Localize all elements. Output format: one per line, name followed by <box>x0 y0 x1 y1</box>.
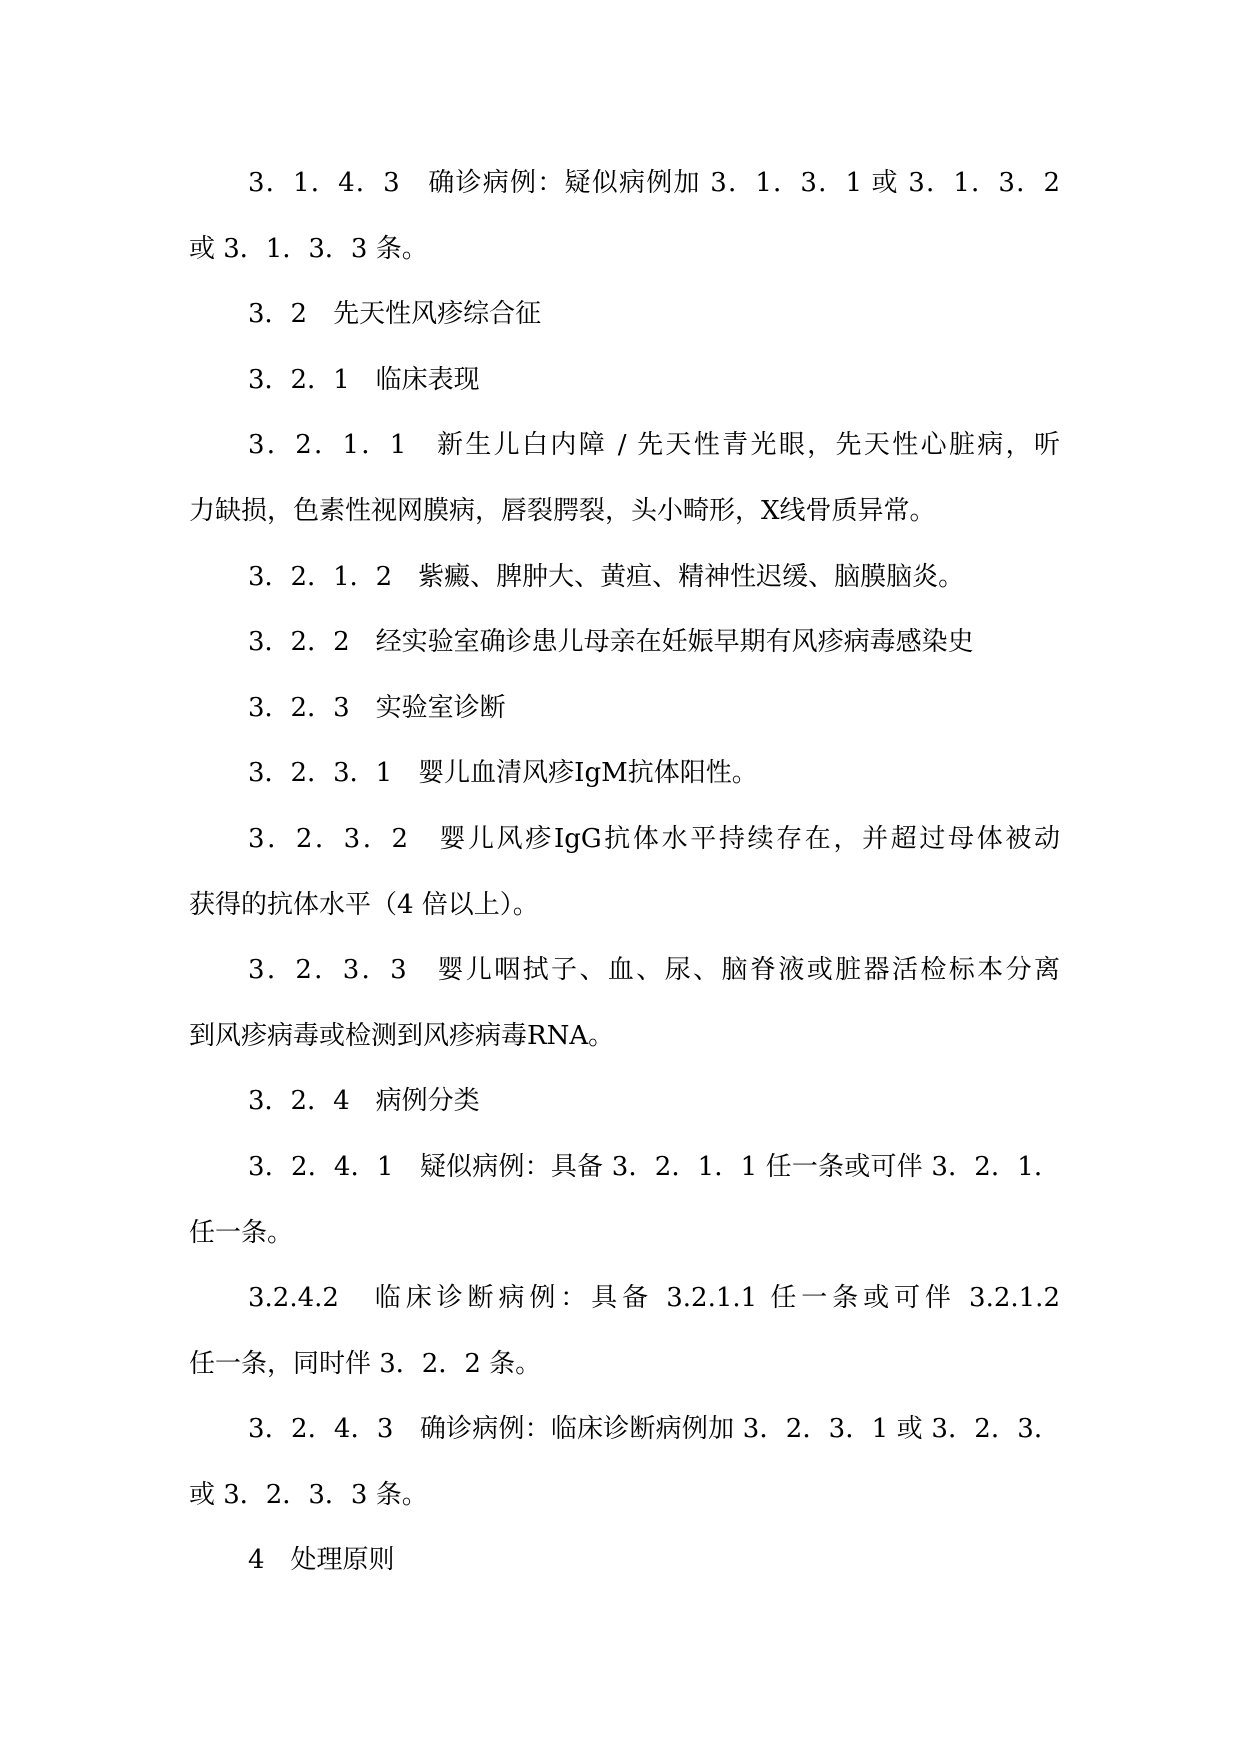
document-body <box>189 151 1060 1594</box>
paragraph <box>189 1135 1060 1266</box>
text-line: 3．2．3 实验室诊断 <box>248 692 506 723</box>
text-line: 3．2．2 经实验室确诊患儿母亲在妊娠早期有风疹病毒感染史 <box>248 627 974 658</box>
text-line: 3．2．4．1 疑似病例：具备 3．2．1．1 任一条或可伴 3．2．1． <box>248 1151 1060 1182</box>
text-line: 3．2．3．1 婴儿血清风疹IgM抗体阳性。 <box>248 758 758 789</box>
paragraph <box>189 348 1060 414</box>
paragraph <box>189 282 1060 348</box>
paragraph <box>189 1397 1060 1528</box>
text-line: 3．2．3．3 婴儿咽拭子、血、尿、脑脊液或脏器活检标本分离 <box>248 955 1060 986</box>
text-line: 3．1．4．3 确诊病例：疑似病例加 3．1．3．1 或 3．1．3．2 <box>248 168 1060 198</box>
paragraph <box>189 151 1060 282</box>
paragraph <box>189 938 1060 1069</box>
text-line: 4 处理原则 <box>248 1545 395 1576</box>
text-line: 或 3．1．3．3 条。 <box>189 233 428 264</box>
text-line: 到风疹病毒或检测到风疹病毒RNA。 <box>189 1020 615 1051</box>
paragraph <box>189 1266 1060 1397</box>
paragraph <box>189 1528 1060 1594</box>
text-line: 或 3．2．3．3 条。 <box>189 1479 428 1510</box>
paragraph <box>189 807 1060 938</box>
text-line: 获得的抗体水平（4 倍以上）。 <box>189 889 539 920</box>
text-line: 3．2 先天性风疹综合征 <box>248 299 542 330</box>
text-line: 3．2．1．2 紫癜、脾肿大、黄疸、精神性迟缓、脑膜脑炎。 <box>248 561 965 592</box>
text-line: 3．2．3．2 婴儿风疹IgG抗体水平持续存在，并超过母体被动 <box>248 823 1060 854</box>
paragraph <box>189 1069 1060 1135</box>
text-line: 3．2．4 病例分类 <box>248 1086 480 1117</box>
text-line: 3．2．1．1 新生儿白内障 / 先天性青光眼，先天性心脏病，听 <box>248 430 1060 461</box>
paragraph <box>189 610 1060 676</box>
text-line: 力缺损，色素性视网膜病，唇裂腭裂，头小畸形，X线骨质异常。 <box>189 495 936 526</box>
paragraph <box>189 413 1060 544</box>
text-line: 3.2.4.2 临床诊断病例：具备 3.2.1.1 任一条或可伴 3.2.1.2 <box>248 1283 1060 1314</box>
paragraph <box>189 545 1060 611</box>
text-line: 任一条。 <box>189 1217 294 1248</box>
text-line: 3．2．1 临床表现 <box>248 364 480 395</box>
text-line: 3．2．4．3 确诊病例：临床诊断病例加 3．2．3．1 或 3．2．3． <box>248 1414 1060 1445</box>
paragraph <box>189 741 1060 807</box>
paragraph <box>189 676 1060 742</box>
text-line: 任一条，同时伴 3．2．2 条。 <box>189 1348 542 1379</box>
